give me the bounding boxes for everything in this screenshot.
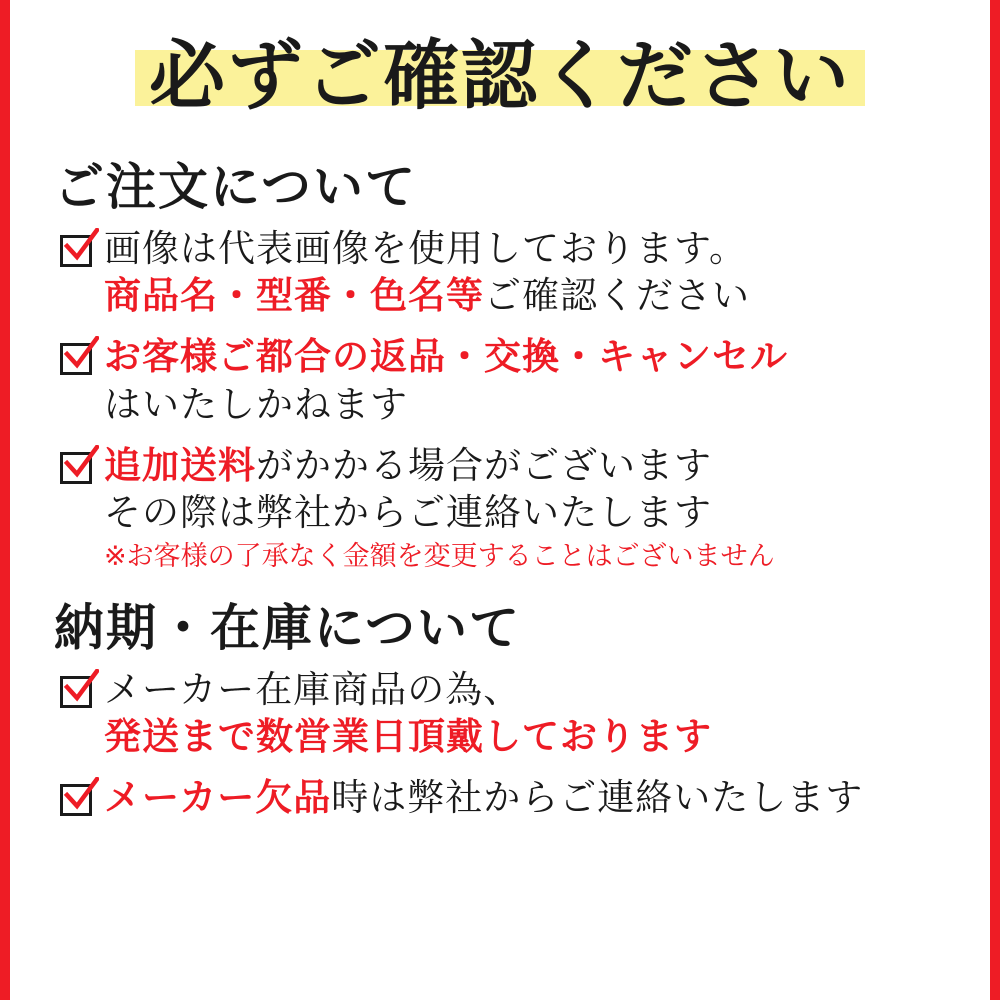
section-heading-delivery: 納期・在庫について bbox=[54, 599, 521, 658]
notice-content bbox=[10, 0, 990, 1000]
text-line: 商品名・型番・色名等ご確認ください bbox=[104, 273, 750, 317]
page-title bbox=[40, 22, 960, 132]
checkbox-checked-icon bbox=[58, 231, 98, 271]
text-line: メーカー欠品時は弊社からご連絡いたします bbox=[104, 776, 864, 820]
text-line: 追加送料がかかる場合がございます bbox=[104, 443, 712, 487]
list-item-text bbox=[104, 774, 960, 821]
checkbox-checked-icon bbox=[58, 339, 98, 379]
list-item bbox=[58, 333, 960, 428]
text-line: お客様ご都合の返品・交換・キャンセル bbox=[104, 335, 788, 379]
text-note: ※お客様の了承なく金額を変更することはございません bbox=[104, 540, 775, 572]
list-item-text bbox=[104, 666, 960, 761]
list-item-text bbox=[104, 333, 960, 428]
list-item bbox=[58, 442, 960, 575]
list-item bbox=[58, 774, 960, 821]
text-line: はいたしかねます bbox=[104, 382, 408, 426]
page-title-text: 必ずご確認ください bbox=[149, 31, 851, 120]
list-item bbox=[58, 666, 960, 761]
text-line: 発送まで数営業日頂戴しております bbox=[104, 714, 712, 758]
text-line: 画像は代表画像を使用しております。 bbox=[104, 226, 748, 270]
section-heading-order: ご注文について bbox=[54, 158, 417, 216]
list-item-text bbox=[104, 225, 960, 320]
checkbox-checked-icon bbox=[58, 672, 98, 712]
checkbox-checked-icon bbox=[58, 448, 98, 488]
text-line: メーカー在庫商品の為、 bbox=[104, 667, 522, 711]
list-item-text bbox=[104, 442, 960, 575]
text-line: その際は弊社からご連絡いたします bbox=[104, 491, 712, 535]
checkbox-checked-icon bbox=[58, 780, 98, 820]
list-item bbox=[58, 225, 960, 320]
